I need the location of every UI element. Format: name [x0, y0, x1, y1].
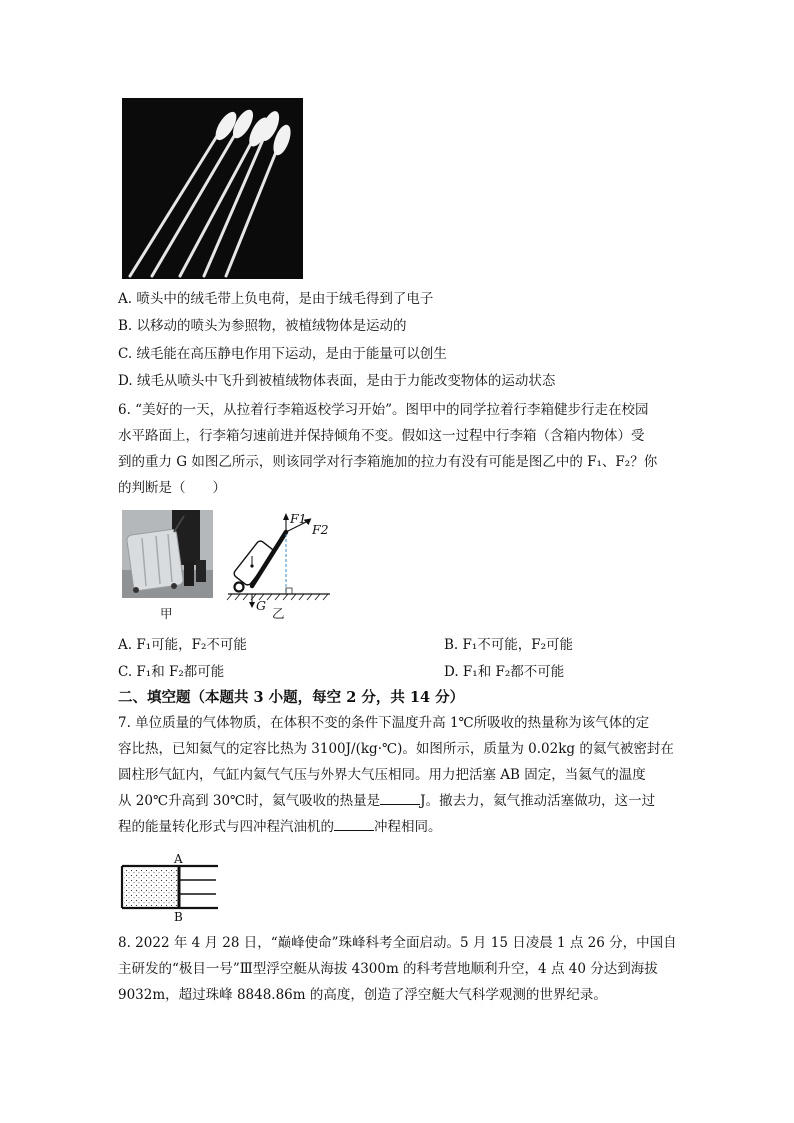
q7-line5-end: 冲程相同。: [374, 819, 442, 835]
q5-option-a: A. 喷头中的绒毛带上负电荷，是由于绒毛得到了电子: [118, 291, 434, 307]
q7-line: [118, 814, 678, 840]
section-heading: 二、填空题（本题共 3 小题，每空 2 分，共 14 分）: [118, 689, 465, 706]
q6-line: 6. “美好的一天，从拉着行李箱返校学习开始”。图甲中的同学拉着行李箱健步行走在校园: [118, 402, 649, 418]
figure-yi-caption: 乙: [272, 606, 285, 621]
q7-line: 7. 单位质量的气体物质，在体积不变的条件下温度升高 1℃所吸收的热量称为该气体的定: [118, 715, 650, 731]
answer-blank-heat[interactable]: [380, 790, 420, 805]
figure-jia-caption: 甲: [160, 606, 173, 621]
label-b: B: [174, 910, 183, 924]
answer-blank-stroke[interactable]: [334, 816, 374, 831]
q7-line: 圆柱形气缸内，气缸内氦气气压与外界大气压相同。用力把活塞 AB 固定，当氦气的温度: [118, 767, 646, 783]
q7-line4-start: 从 20℃升高到 30℃时，氦气吸收的热量是: [118, 793, 381, 809]
q6-option-b: B. F₁不可能，F₂可能: [444, 637, 574, 653]
q6-option-a: A. F₁可能，F₂不可能: [118, 637, 247, 653]
q5-option-c: C. 绒毛能在高压静电作用下运动，是由于能量可以创生: [118, 346, 447, 362]
label-a: A: [174, 852, 183, 866]
q8-line: 8. 2022 年 4 月 28 日，“巅峰使命”珠峰科考全面启动。5 月 15 日凌晨 1 点 26 分，中国自: [118, 935, 677, 951]
q5-option-b: B. 以移动的喷头为参照物，被植绒物体是运动的: [118, 318, 407, 334]
cotton-swabs-photo: [122, 98, 303, 279]
q7-line4-end: J。撤去力，氦气推动活塞做功，这一过: [420, 793, 656, 809]
q6-line: 水平路面上，行李箱匀速前进并保持倾角不变。假如这一过程中行李箱（含箱内物体）受: [118, 428, 645, 444]
q7-line: [118, 788, 678, 814]
suitcase-illustration: [122, 510, 213, 598]
q6-option-d: D. F₁和 F₂都不可能: [444, 664, 565, 680]
label-f1: F1: [290, 511, 307, 526]
q6-line: 到的重力 G 如图乙所示，则该同学对行李箱施加的拉力有没有可能是图乙中的 F₁、F₂？你: [118, 454, 658, 470]
swabs-illustration: [122, 98, 303, 279]
suitcase-photo: [122, 510, 213, 598]
label-g: G: [256, 598, 266, 613]
q7-stem: [118, 710, 678, 840]
q7-line: 容比热，已知氦气的定容比热为 3100J/(kg·℃)。如图所示，质量为 0.02kg 的氦气被密封在: [118, 741, 674, 757]
q6-option-c: C. F₁和 F₂都可能: [118, 664, 225, 680]
q6-stem: [118, 397, 678, 501]
q7-line5-start: 程的能量转化形式与四冲程汽油机的: [118, 819, 334, 835]
q5-option-d: D. 绒毛从喷头中飞升到被植绒物体表面，是由于力能改变物体的运动状态: [118, 373, 556, 389]
label-f2: F2: [312, 522, 329, 537]
q6-line: 的判断是（ ）: [118, 480, 226, 496]
q8-stem: [118, 930, 678, 1008]
q8-line: 9032m，超过珠峰 8848.86m 的高度，创造了浮空艇大气科学观测的世界纪录。: [118, 987, 607, 1003]
q8-line: 主研发的“极目一号”Ⅲ型浮空艇从海拔 4300m 的科考营地顺利升空，4 点 40 分达到海拔: [118, 961, 658, 977]
cylinder-diagram: [120, 864, 220, 910]
